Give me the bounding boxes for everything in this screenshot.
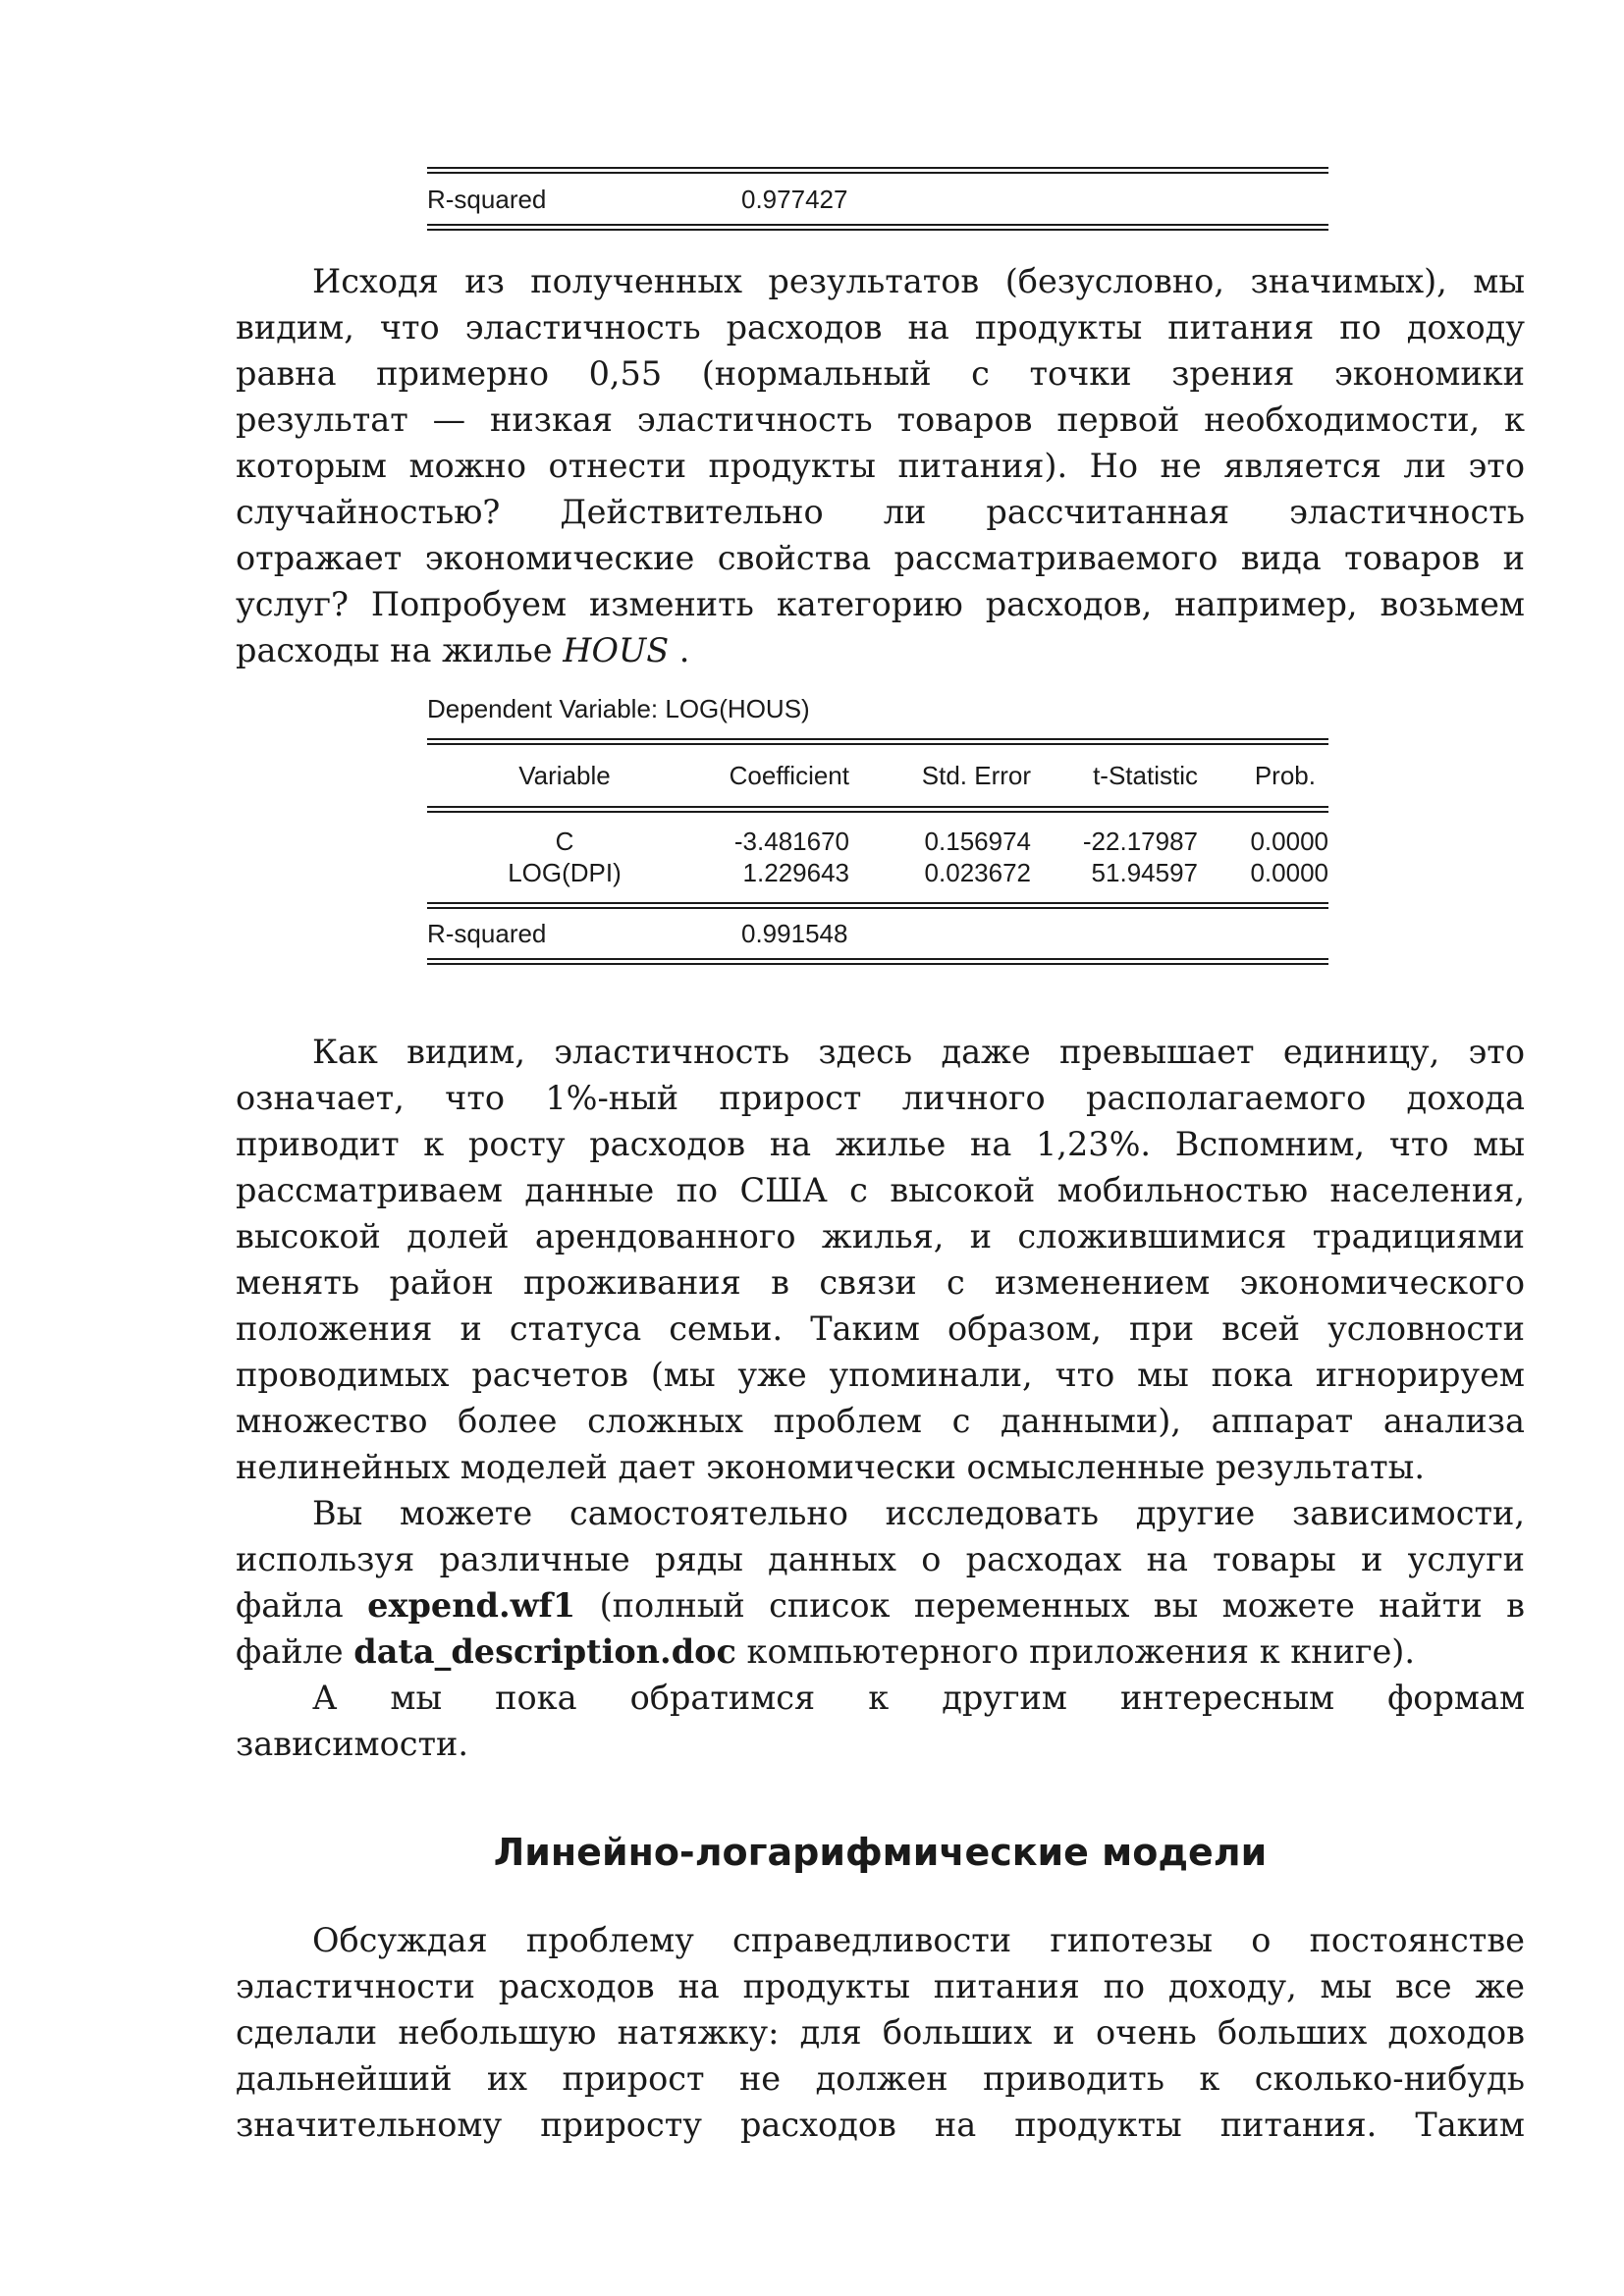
r-squared-label: R-squared xyxy=(427,185,547,214)
text-line: А мы пока обратимся к другим интересным формам xyxy=(312,1679,1525,1717)
text-line: Как видим, эластичность здесь даже превышает единицу, это xyxy=(312,1033,1525,1071)
text-line: приводит к росту расходов на жилье на 1,23%. Вспомним, что мы xyxy=(236,1125,1525,1163)
text-line: эластичности расходов на продукты питания по доходу, мы все же xyxy=(236,1967,1525,2005)
text-fragment: расходы на жилье xyxy=(236,631,564,669)
header-variable: Variable xyxy=(518,761,611,790)
header-coefficient: Coefficient xyxy=(729,761,849,790)
table-rule-double xyxy=(427,738,1328,745)
text-line: значительному приросту расходов на продукты питания. Таким xyxy=(236,2106,1525,2144)
text-line: равна примерно 0,55 (нормальный с точки зрения экономики xyxy=(236,354,1525,393)
cell-coefficient: 1.229643 xyxy=(742,858,849,887)
text-line: случайностью? Действительно ли рассчитанная эластичность xyxy=(236,493,1525,531)
text-line: отражает экономические свойства рассматриваемого вида товаров и xyxy=(236,539,1525,577)
cell-variable: C xyxy=(555,827,574,856)
header-std-error: Std. Error xyxy=(921,761,1031,790)
text-line: дальнейший их прирост не должен приводить к сколько-нибудь xyxy=(236,2059,1525,2098)
text-line xyxy=(236,627,1525,673)
text-line: видим, что эластичность расходов на продукты питания по доходу xyxy=(236,308,1525,347)
header-t-statistic: t-Statistic xyxy=(1093,761,1198,790)
paragraph-linear-log xyxy=(236,1917,1525,2148)
text-line: положения и статуса семьи. Таким образом, при всей условности xyxy=(236,1309,1525,1348)
cell-prob: 0.0000 xyxy=(1250,827,1328,856)
dependent-variable-label: Dependent Variable: LOG(HOUS) xyxy=(427,694,810,723)
paragraph-elasticity-food xyxy=(236,258,1525,673)
variable-hous: HOUS xyxy=(563,631,670,669)
paragraph-explore-data xyxy=(236,1490,1525,1675)
text-line: менять район проживания в связи с изменением экономического xyxy=(236,1263,1525,1302)
text-line: множество более сложных проблем с данными), аппарат анализа xyxy=(236,1402,1525,1440)
r-squared-value: 0.977427 xyxy=(741,185,848,214)
cell-variable: LOG(DPI) xyxy=(508,858,622,887)
table-row xyxy=(427,857,1328,888)
text-fragment: компьютерного приложения к книге). xyxy=(735,1632,1415,1671)
text-line: Вы можете самостоятельно исследовать другие зависимости, xyxy=(312,1494,1525,1532)
file-name-data-description: data_description.doc xyxy=(353,1632,736,1671)
table-rule-double xyxy=(427,806,1328,813)
table-rule-double xyxy=(427,167,1328,174)
dependent-variable-row xyxy=(427,692,1328,727)
text-line: зависимости. xyxy=(236,1725,469,1763)
r-squared-label: R-squared xyxy=(427,919,547,948)
text-line xyxy=(236,1582,1525,1629)
paragraph-elasticity-housing xyxy=(236,1029,1525,1490)
text-line: нелинейных моделей дает экономически осмысленные результаты. xyxy=(236,1448,1425,1486)
text-line: которым можно отнести продукты питания). Но не является ли это xyxy=(236,447,1525,485)
text-line: Исходя из полученных результатов (безусловно, значимых), мы xyxy=(312,262,1525,300)
text-line: сделали небольшую натяжку: для больших и очень больших доходов xyxy=(236,2013,1525,2052)
text-line: рассматриваем данные по США с высокой мобильностью населения, xyxy=(236,1171,1525,1209)
text-line: услуг? Попробуем изменить категорию расходов, например, возьмем xyxy=(236,585,1525,623)
r-squared-row xyxy=(427,183,1328,216)
table-header-row xyxy=(427,759,1328,792)
cell-prob: 0.0000 xyxy=(1250,858,1328,887)
header-prob: Prob. xyxy=(1254,761,1316,790)
text-line: Обсуждая проблему справедливости гипотезы о постоянстве xyxy=(312,1921,1525,1959)
cell-t-statistic: -22.17987 xyxy=(1082,827,1198,856)
section-heading: Линейно-логарифмические модели xyxy=(493,1831,1268,1874)
table-rule-double xyxy=(427,902,1328,909)
cell-t-statistic: 51.94597 xyxy=(1091,858,1198,887)
cell-std-error: 0.023672 xyxy=(924,858,1031,887)
text-line: означает, что 1%-ный прирост личного располагаемого дохода xyxy=(236,1079,1525,1117)
table-rule-double xyxy=(427,224,1328,231)
cell-std-error: 0.156974 xyxy=(924,827,1031,856)
file-name-expend: expend.wf1 xyxy=(367,1586,576,1625)
table-row xyxy=(427,826,1328,857)
cell-coefficient: -3.481670 xyxy=(733,827,849,856)
regression-table-hous xyxy=(427,692,1328,965)
r-squared-row xyxy=(427,917,1328,950)
text-fragment: файла xyxy=(236,1586,368,1625)
regression-table-food-fragment xyxy=(427,167,1328,231)
text-line xyxy=(236,1629,1525,1675)
text-fragment: (полный список переменных вы можете найти в xyxy=(575,1586,1525,1625)
r-squared-value: 0.991548 xyxy=(741,919,848,948)
text-fragment: . xyxy=(669,631,690,669)
table-rule-double xyxy=(427,958,1328,965)
paragraph-other-forms xyxy=(236,1675,1525,1767)
text-line: результат — низкая эластичность товаров первой необходимости, к xyxy=(236,400,1525,439)
text-fragment: файле xyxy=(236,1632,354,1671)
text-line: проводимых расчетов (мы уже упоминали, что мы пока игнорируем xyxy=(236,1356,1525,1394)
text-line: высокой долей арендованного жилья, и сложившимися традициями xyxy=(236,1217,1525,1255)
text-line: используя различные ряды данных о расходах на товары и услуги xyxy=(236,1540,1525,1578)
